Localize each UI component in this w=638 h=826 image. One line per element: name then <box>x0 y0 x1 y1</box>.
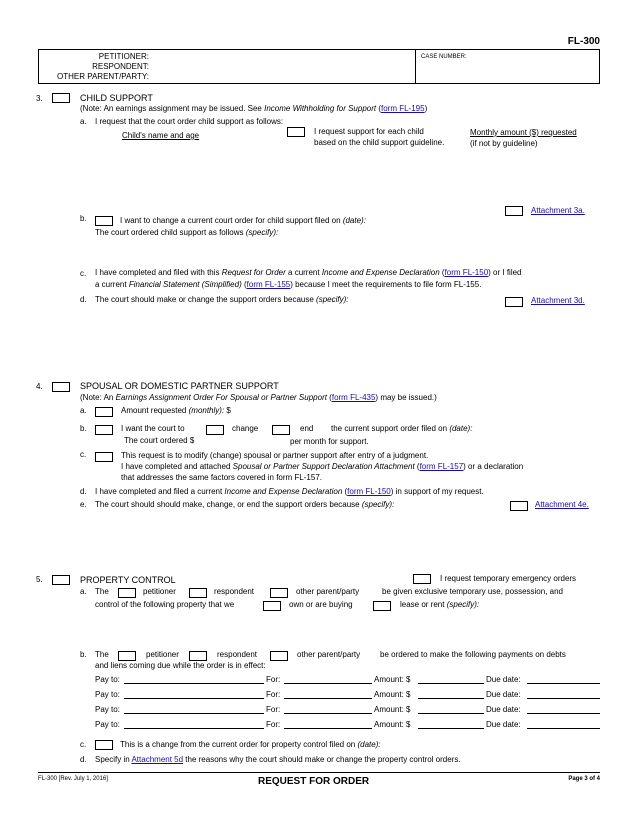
s4b-end: end <box>300 424 314 433</box>
s3c-line2: a current Financial Statement (Simplified) (form FL-155) because I meet the requirements to file form FL-155. <box>95 280 482 289</box>
s5b-ordered: be ordered to make the following payments on debts <box>380 650 566 659</box>
other-party-label: OTHER PARENT/PARTY: <box>56 72 149 81</box>
s5a-respondent: respondent <box>214 587 255 596</box>
footer-page: Page 3 of 4 <box>568 776 600 782</box>
s4-title: SPOUSAL OR DOMESTIC PARTNER SUPPORT <box>80 381 279 391</box>
s4b-change: change <box>232 424 259 433</box>
s4-checkbox[interactable] <box>52 382 70 392</box>
for-label: For: <box>266 705 281 714</box>
footer-rule <box>38 772 600 773</box>
s5b-petitioner: petitioner <box>146 650 179 659</box>
amount-label: Amount: $ <box>374 705 411 714</box>
s3b-line2: The court ordered child support as follows (specify): <box>95 228 279 237</box>
s5a-petitioner-checkbox[interactable] <box>118 588 136 598</box>
s4-note: (Note: An Earnings Assignment Order For Spousal or Partner Support (form FL-435) may be issued.) <box>80 393 437 402</box>
due-label: Due date: <box>486 705 521 714</box>
s3-checkbox[interactable] <box>52 93 70 103</box>
s5a-own-checkbox[interactable] <box>263 601 281 611</box>
pay-to-field[interactable] <box>124 698 264 699</box>
s5d-attachment-link[interactable]: Attachment 5d <box>131 755 184 764</box>
s3d-text: The court should make or change the support orders because (specify): <box>95 295 349 304</box>
s4b-permonth: per month for support. <box>290 437 369 446</box>
s4d-fl150-link[interactable]: form FL-150 <box>347 487 391 496</box>
for-field[interactable] <box>284 713 372 714</box>
s3a-col-name: Child's name and age <box>122 131 200 140</box>
pay-to-label: Pay to: <box>95 690 120 699</box>
s3a-col-guideline-2: based on the child support guideline. <box>314 138 445 147</box>
s3a-col-guideline-1: I request support for each child <box>314 127 424 136</box>
form-id: FL-300 <box>567 36 600 47</box>
s3a-attachment-checkbox[interactable] <box>505 206 523 216</box>
amount-label: Amount: $ <box>374 675 411 684</box>
due-field[interactable] <box>527 683 600 684</box>
s5c-letter: c. <box>80 740 87 749</box>
pay-to-field[interactable] <box>124 683 264 684</box>
s4d-text: I have completed and filed a current Income and Expense Declaration (form FL-150) in support of my request. <box>95 487 484 496</box>
due-field[interactable] <box>527 713 600 714</box>
s4b-want: I want the court to <box>121 424 185 433</box>
s3c-fl150-link[interactable]: form FL-150 <box>444 268 489 277</box>
s5b-respondent: respondent <box>217 650 258 659</box>
s4a-letter: a. <box>80 406 87 415</box>
s5a-letter: a. <box>80 587 87 596</box>
s3-number: 3. <box>36 94 43 103</box>
s5a-petitioner: petitioner <box>143 587 176 596</box>
due-field[interactable] <box>527 728 600 729</box>
pay-to-field[interactable] <box>124 728 264 729</box>
s4c-line1: This request is to modify (change) spousal or partner support after entry of a judgment. <box>121 451 429 460</box>
for-field[interactable] <box>284 683 372 684</box>
for-field[interactable] <box>284 698 372 699</box>
caption-box <box>38 49 600 84</box>
s3a-text: I request that the court order child support as follows: <box>95 117 284 126</box>
s4e-letter: e. <box>80 500 87 509</box>
s3b-checkbox[interactable] <box>95 216 113 226</box>
s4a-checkbox[interactable] <box>95 407 113 417</box>
for-label: For: <box>266 675 281 684</box>
s4b-end-checkbox[interactable] <box>272 425 290 435</box>
s4-number: 4. <box>36 382 43 391</box>
s3c-line1: I have completed and filed with this Request for Order a current Income and Expense Declaration (form FL-150) or I filed <box>95 268 522 277</box>
s4e-attachment-checkbox[interactable] <box>510 501 528 511</box>
s3d-attachment-checkbox[interactable] <box>505 297 523 307</box>
s5a-lease-checkbox[interactable] <box>373 601 391 611</box>
s4-fl435-link[interactable]: form FL-435 <box>331 393 376 402</box>
s4e-text: The court should should make, change, or end the support orders because (specify): <box>95 500 395 509</box>
s4b-checkbox[interactable] <box>95 425 113 435</box>
s5-emergency: I request temporary emergency orders <box>440 574 577 583</box>
s3a-col-monthly-2: (if not by guideline) <box>470 139 538 148</box>
due-label: Due date: <box>486 675 521 684</box>
s4c-fl157-link[interactable]: form FL-157 <box>419 462 464 471</box>
pay-to-label: Pay to: <box>95 720 120 729</box>
s3c-fl155-link[interactable]: form FL-155 <box>246 280 291 289</box>
respondent-label: RESPONDENT: <box>92 62 149 71</box>
for-label: For: <box>266 720 281 729</box>
amount-field[interactable] <box>418 683 484 684</box>
s5a-the: The <box>95 587 109 596</box>
s3a-letter: a. <box>80 117 87 126</box>
s3a-guideline-checkbox[interactable] <box>287 127 305 137</box>
footer-title: REQUEST FOR ORDER <box>258 776 370 787</box>
amount-label: Amount: $ <box>374 720 411 729</box>
s4c-line3: that addresses the same factors covered in form FL-157. <box>121 473 322 482</box>
due-label: Due date: <box>486 690 521 699</box>
pay-to-field[interactable] <box>124 713 264 714</box>
s3d-letter: d. <box>80 295 87 304</box>
s3d-attachment-link[interactable]: Attachment 3d. <box>531 296 585 305</box>
pay-to-label: Pay to: <box>95 675 120 684</box>
s5-checkbox[interactable] <box>52 575 70 585</box>
amount-label: Amount: $ <box>374 690 411 699</box>
s5b-the: The <box>95 650 109 659</box>
s5c-text: This is a change from the current order for property control filed on (date): <box>120 740 381 749</box>
s5a-control: control of the following property that we <box>95 600 235 609</box>
s5d-text: Specify in Attachment 5d the reasons why the court should make or change the property control orders. <box>95 755 461 764</box>
s4b-ordered: The court ordered $ <box>124 436 195 445</box>
s4b-current: the current support order filed on (date): <box>331 424 473 433</box>
s4b-change-checkbox[interactable] <box>206 425 224 435</box>
s3-title: CHILD SUPPORT <box>80 93 153 103</box>
s5c-checkbox[interactable] <box>95 740 113 750</box>
s3-fl195-link[interactable]: form FL-195 <box>381 104 425 113</box>
s4a-text: Amount requested (monthly): $ <box>121 406 231 415</box>
s5a-given: be given exclusive temporary use, possession, and <box>382 587 563 596</box>
for-label: For: <box>266 690 281 699</box>
s5a-respondent-checkbox[interactable] <box>189 588 207 598</box>
s3a-col-monthly-1: Monthly amount ($) requested <box>470 128 577 137</box>
s3a-attachment-link[interactable]: Attachment 3a. <box>531 206 585 215</box>
s5b-other-checkbox[interactable] <box>270 651 288 661</box>
petitioner-label: PETITIONER: <box>98 52 149 61</box>
s5b-petitioner-checkbox[interactable] <box>118 651 136 661</box>
for-field[interactable] <box>284 728 372 729</box>
s5a-lease: lease or rent (specify): <box>400 600 480 609</box>
s4d-letter: d. <box>80 487 87 496</box>
s5b-respondent-checkbox[interactable] <box>189 651 207 661</box>
pay-to-label: Pay to: <box>95 705 120 714</box>
s5-number: 5. <box>36 575 43 584</box>
footer-rev: FL-300 [Rev. July 1, 2016] <box>38 776 108 782</box>
s5-title: PROPERTY CONTROL <box>80 575 176 585</box>
s4e-attachment-link[interactable]: Attachment 4e. <box>535 500 589 509</box>
s3-note: (Note: An earnings assignment may be issued. See Income Withholding for Support (form FL-195) <box>80 104 428 113</box>
s5a-own: own or are buying <box>289 600 353 609</box>
due-label: Due date: <box>486 720 521 729</box>
s3b-text: I want to change a current court order for child support filed on (date): <box>120 216 366 225</box>
s4c-checkbox[interactable] <box>95 452 113 462</box>
case-number-label: CASE NUMBER: <box>421 54 467 60</box>
amount-field[interactable] <box>418 698 484 699</box>
amount-field[interactable] <box>418 713 484 714</box>
due-field[interactable] <box>527 698 600 699</box>
s5b-liens: and liens coming due while the order is in effect: <box>95 661 266 670</box>
s5b-other: other parent/party <box>297 650 361 659</box>
s4b-letter: b. <box>80 424 87 433</box>
s4c-letter: c. <box>80 450 87 459</box>
s5a-other: other parent/party <box>296 587 360 596</box>
s5d-letter: d. <box>80 755 87 764</box>
s3c-letter: c. <box>80 269 87 278</box>
s4c-line2: I have completed and attached Spousal or Partner Support Declaration Attachment (form FL-157) or a declaration <box>121 462 524 471</box>
s5a-other-checkbox[interactable] <box>270 588 288 598</box>
s5-emergency-checkbox[interactable] <box>413 574 431 584</box>
amount-field[interactable] <box>418 728 484 729</box>
s3b-letter: b. <box>80 214 87 223</box>
s5b-letter: b. <box>80 650 87 659</box>
